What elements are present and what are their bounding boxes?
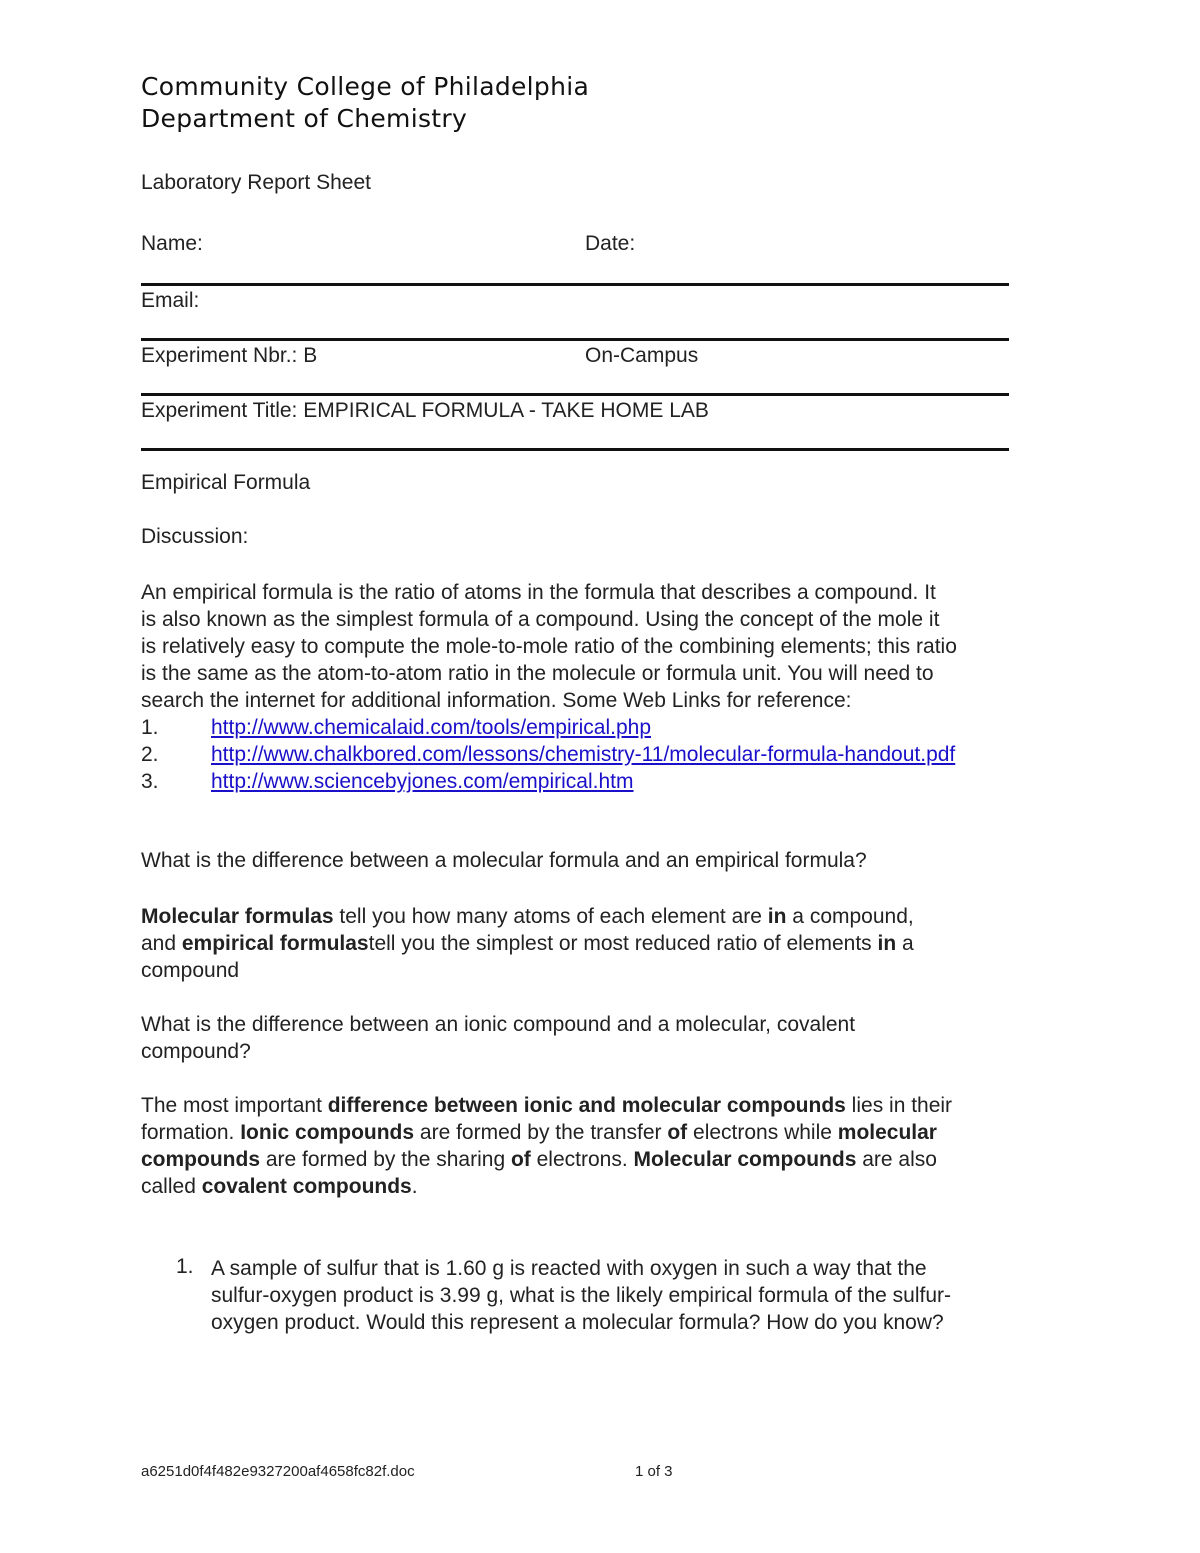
answer-bold: of (667, 1121, 688, 1144)
divider-rule (141, 448, 1009, 451)
experiment-location: On-Campus (585, 344, 699, 367)
answer-bold: empirical formulas (181, 932, 369, 955)
question-1: What is the difference between a molecular formula and an empirical formula? (141, 849, 867, 872)
problem-line: A sample of sulfur that is 1.60 g is reacted with oxygen in such a way that the (211, 1257, 927, 1280)
footer-filename: a6251d0f4f482e9327200af4658fc82f.doc (141, 1463, 415, 1480)
question-line: compound? (141, 1040, 251, 1063)
answer-bold: difference between ionic and molecular compounds (327, 1094, 846, 1117)
problem-1 (211, 1255, 1081, 1336)
answer-text: are also (856, 1148, 937, 1171)
reference-link-item (141, 741, 1081, 768)
answer-bold: Molecular formulas (141, 905, 334, 928)
discussion-line: is also known as the simplest formula of a compound. Using the concept of the mole it (141, 608, 940, 631)
email-label: Email: (141, 289, 200, 312)
answer-text: are formed by the sharing (260, 1148, 511, 1171)
answer-bold: in (767, 905, 787, 928)
link-number: 1. (141, 716, 159, 739)
reference-link-item (141, 768, 1081, 795)
footer-page-number: 1 of 3 (635, 1463, 673, 1480)
discussion-line: An empirical formula is the ratio of atoms in the formula that describes a compound. It (141, 581, 936, 604)
discussion-line: is the same as the atom-to-atom ratio in the molecule or formula unit. You will need to (141, 662, 934, 685)
discussion-line: is relatively easy to compute the mole-to-mole ratio of the combining elements; this ratio (141, 635, 957, 658)
answer-text: electrons. (530, 1148, 634, 1171)
reference-link[interactable]: http://www.sciencebyjones.com/empirical.htm (211, 770, 634, 793)
reference-link[interactable]: http://www.chalkbored.com/lessons/chemistry-11/molecular-formula-handout.pdf (211, 743, 956, 766)
answer-text: are formed by the transfer (414, 1121, 668, 1144)
answer-2 (141, 1092, 1081, 1200)
answer-text: lies in their (845, 1094, 953, 1117)
answer-text: tell you how many atoms of each element are (333, 905, 768, 928)
answer-text: The most important (141, 1094, 328, 1117)
question-2 (141, 1011, 1081, 1065)
answer-bold: Ionic compounds (240, 1121, 415, 1144)
answer-bold: compounds (141, 1148, 260, 1171)
answer-text: formation. (141, 1121, 241, 1144)
answer-text: a compound, (786, 905, 914, 928)
experiment-title: Experiment Title: EMPIRICAL FORMULA - TAKE HOME LAB (141, 399, 709, 422)
date-label: Date: (585, 232, 636, 255)
problem-line: sulfur-oxygen product is 3.99 g, what is the likely empirical formula of the sulfur- (211, 1284, 951, 1307)
answer-1 (141, 903, 1081, 984)
answer-text: . (411, 1175, 418, 1198)
discussion-paragraph (141, 579, 1081, 795)
report-sheet-title: Laboratory Report Sheet (141, 171, 371, 194)
answer-bold: Molecular compounds (633, 1148, 857, 1171)
link-number: 2. (141, 743, 159, 766)
department-name: Department of Chemistry (141, 104, 468, 133)
question-line: What is the difference between an ionic compound and a molecular, covalent (141, 1013, 856, 1036)
divider-rule (141, 283, 1009, 286)
name-label: Name: (141, 232, 203, 255)
experiment-number: Experiment Nbr.: B (141, 344, 318, 367)
answer-bold: covalent compounds (201, 1175, 412, 1198)
divider-rule (141, 338, 1009, 341)
discussion-label: Discussion: (141, 525, 249, 548)
problem-line: oxygen product. Would this represent a molecular formula? How do you know? (211, 1311, 944, 1334)
divider-rule (141, 393, 1009, 396)
answer-bold: of (510, 1148, 531, 1171)
link-number: 3. (141, 770, 159, 793)
answer-text: compound (141, 959, 240, 982)
reference-link[interactable]: http://www.chemicalaid.com/tools/empirical.php (211, 716, 652, 739)
answer-text: called (141, 1175, 202, 1198)
answer-text: and (141, 932, 182, 955)
college-name: Community College of Philadelphia (141, 72, 590, 101)
answer-bold: in (877, 932, 897, 955)
answer-text: electrons while (687, 1121, 838, 1144)
reference-link-item (141, 714, 1081, 741)
problem-number: 1. (176, 1255, 194, 1278)
section-title: Empirical Formula (141, 471, 311, 494)
answer-bold: molecular (837, 1121, 937, 1144)
answer-text: tell you the simplest or most reduced ratio of elements (368, 932, 878, 955)
answer-text: a (896, 932, 914, 955)
discussion-line: search the internet for additional information. Some Web Links for reference: (141, 689, 852, 712)
